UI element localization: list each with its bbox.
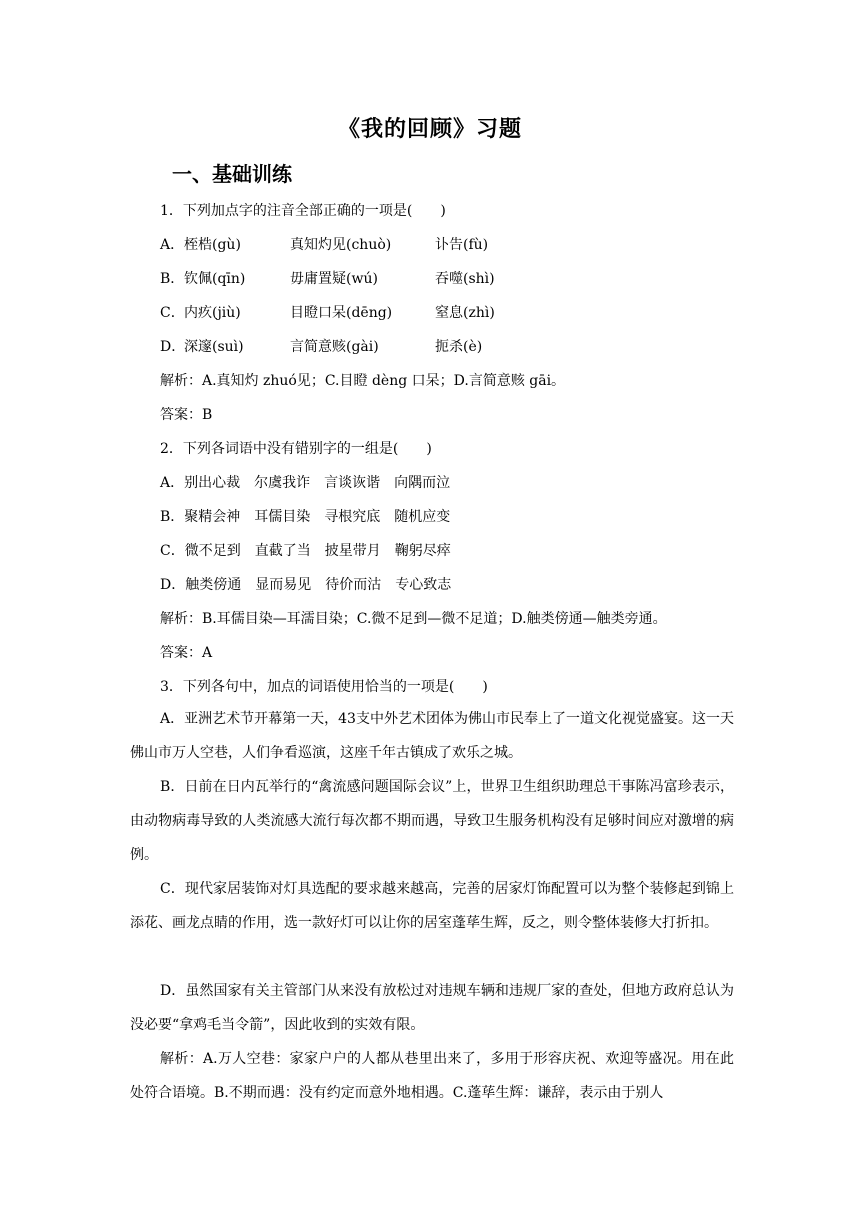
option-item: 真知灼见(chuò): [290, 237, 392, 253]
option-label: A．: [160, 237, 185, 253]
option-item: 钦佩(qīn): [184, 271, 246, 287]
option-item: 毋庸置疑(wú): [290, 271, 378, 287]
q3-option-a: A．亚洲艺术节开幕第一天，43支中外艺术团体为佛山市民奉上了一道文化视觉盛宴。这一天佛山市万人空巷，人们争看巡演，这座千年古镇成了欢乐之城。: [130, 711, 734, 761]
q3-option-d: D．虽然国家有关主管部门从来没有放松过对违规车辆和违规厂家的查处，但地方政府总认为没必要“拿鸡毛当令箭”，因此收到的实效有限。: [130, 983, 734, 1033]
q3-option-b: B．日前在日内瓦举行的“禽流感问题国际会议”上，世界卫生组织助理总干事陈冯富珍表示，由动物病毒导致的人类流感大流行每次都不期而遇，导致卫生服务机构没有足够时间应对激增的病例。: [130, 779, 734, 863]
option-item: 吞噬(shì): [435, 271, 495, 287]
q2-option-b: B．聚精会神 耳儒目染 寻根究底 随机应变: [160, 509, 451, 525]
q2-option-a: A．别出心裁 尔虞我诈 言谈诙谐 向隅而泣: [160, 475, 451, 491]
q2-analysis: 解析：B.耳儒目染—耳濡目染；C.微不足到—微不足道；D.触类傍通—触类旁通。: [160, 611, 667, 627]
option-item: 内疚(jiù): [184, 305, 241, 321]
option-item: 桎梏(gù): [184, 237, 241, 253]
option-item: 窒息(zhì): [435, 305, 495, 321]
option-item: 讣告(fù): [435, 237, 489, 253]
option-item: 言简意赅(gài): [290, 339, 379, 355]
q2-option-c: C．微不足到 直截了当 披星带月 鞠躬尽瘁: [160, 543, 451, 559]
option-item: 扼杀(è): [435, 339, 483, 355]
q1-answer: 答案：B: [160, 407, 213, 423]
option-label: B．: [160, 271, 185, 287]
document-title: 《我的回顾》习题: [337, 117, 522, 142]
option-item: 目瞪口呆(dēng): [290, 305, 393, 321]
option-label: D．: [160, 339, 186, 355]
q3-analysis: 解析：A.万人空巷：家家户户的人都从巷里出来了，多用于形容庆祝、欢迎等盛况。用在此处符合语境。B.不期而遇：没有约定而意外地相遇。C.蓬荜生辉：谦辞，表示由于别人: [130, 1051, 734, 1101]
q1-stem: 1．下列加点字的注音全部正确的一项是( ): [160, 203, 446, 219]
q3-option-c: C．现代家居装饰对灯具选配的要求越来越高，完善的居家灯饰配置可以为整个装修起到锦上添花、画龙点睛的作用，选一款好灯可以让你的居室蓬荜生辉，反之，则令整体装修大打折扣。: [130, 881, 734, 931]
q1-analysis: 解析：A.真知灼 zhuó见；C.目瞪 dèng 口呆；D.言简意赅 gāi。: [160, 373, 566, 389]
q2-option-d: D．触类傍通 显而易见 待价而沽 专心致志: [160, 577, 452, 593]
q2-stem: 2．下列各词语中没有错别字的一组是( ): [160, 441, 432, 457]
section-title: 一、基础训练: [172, 162, 292, 186]
q2-answer: 答案：A: [160, 645, 213, 661]
option-item: 深邃(suì): [184, 339, 244, 355]
option-label: C．: [160, 305, 185, 321]
q3-stem: 3．下列各句中，加点的词语使用恰当的一项是( ): [160, 679, 488, 695]
